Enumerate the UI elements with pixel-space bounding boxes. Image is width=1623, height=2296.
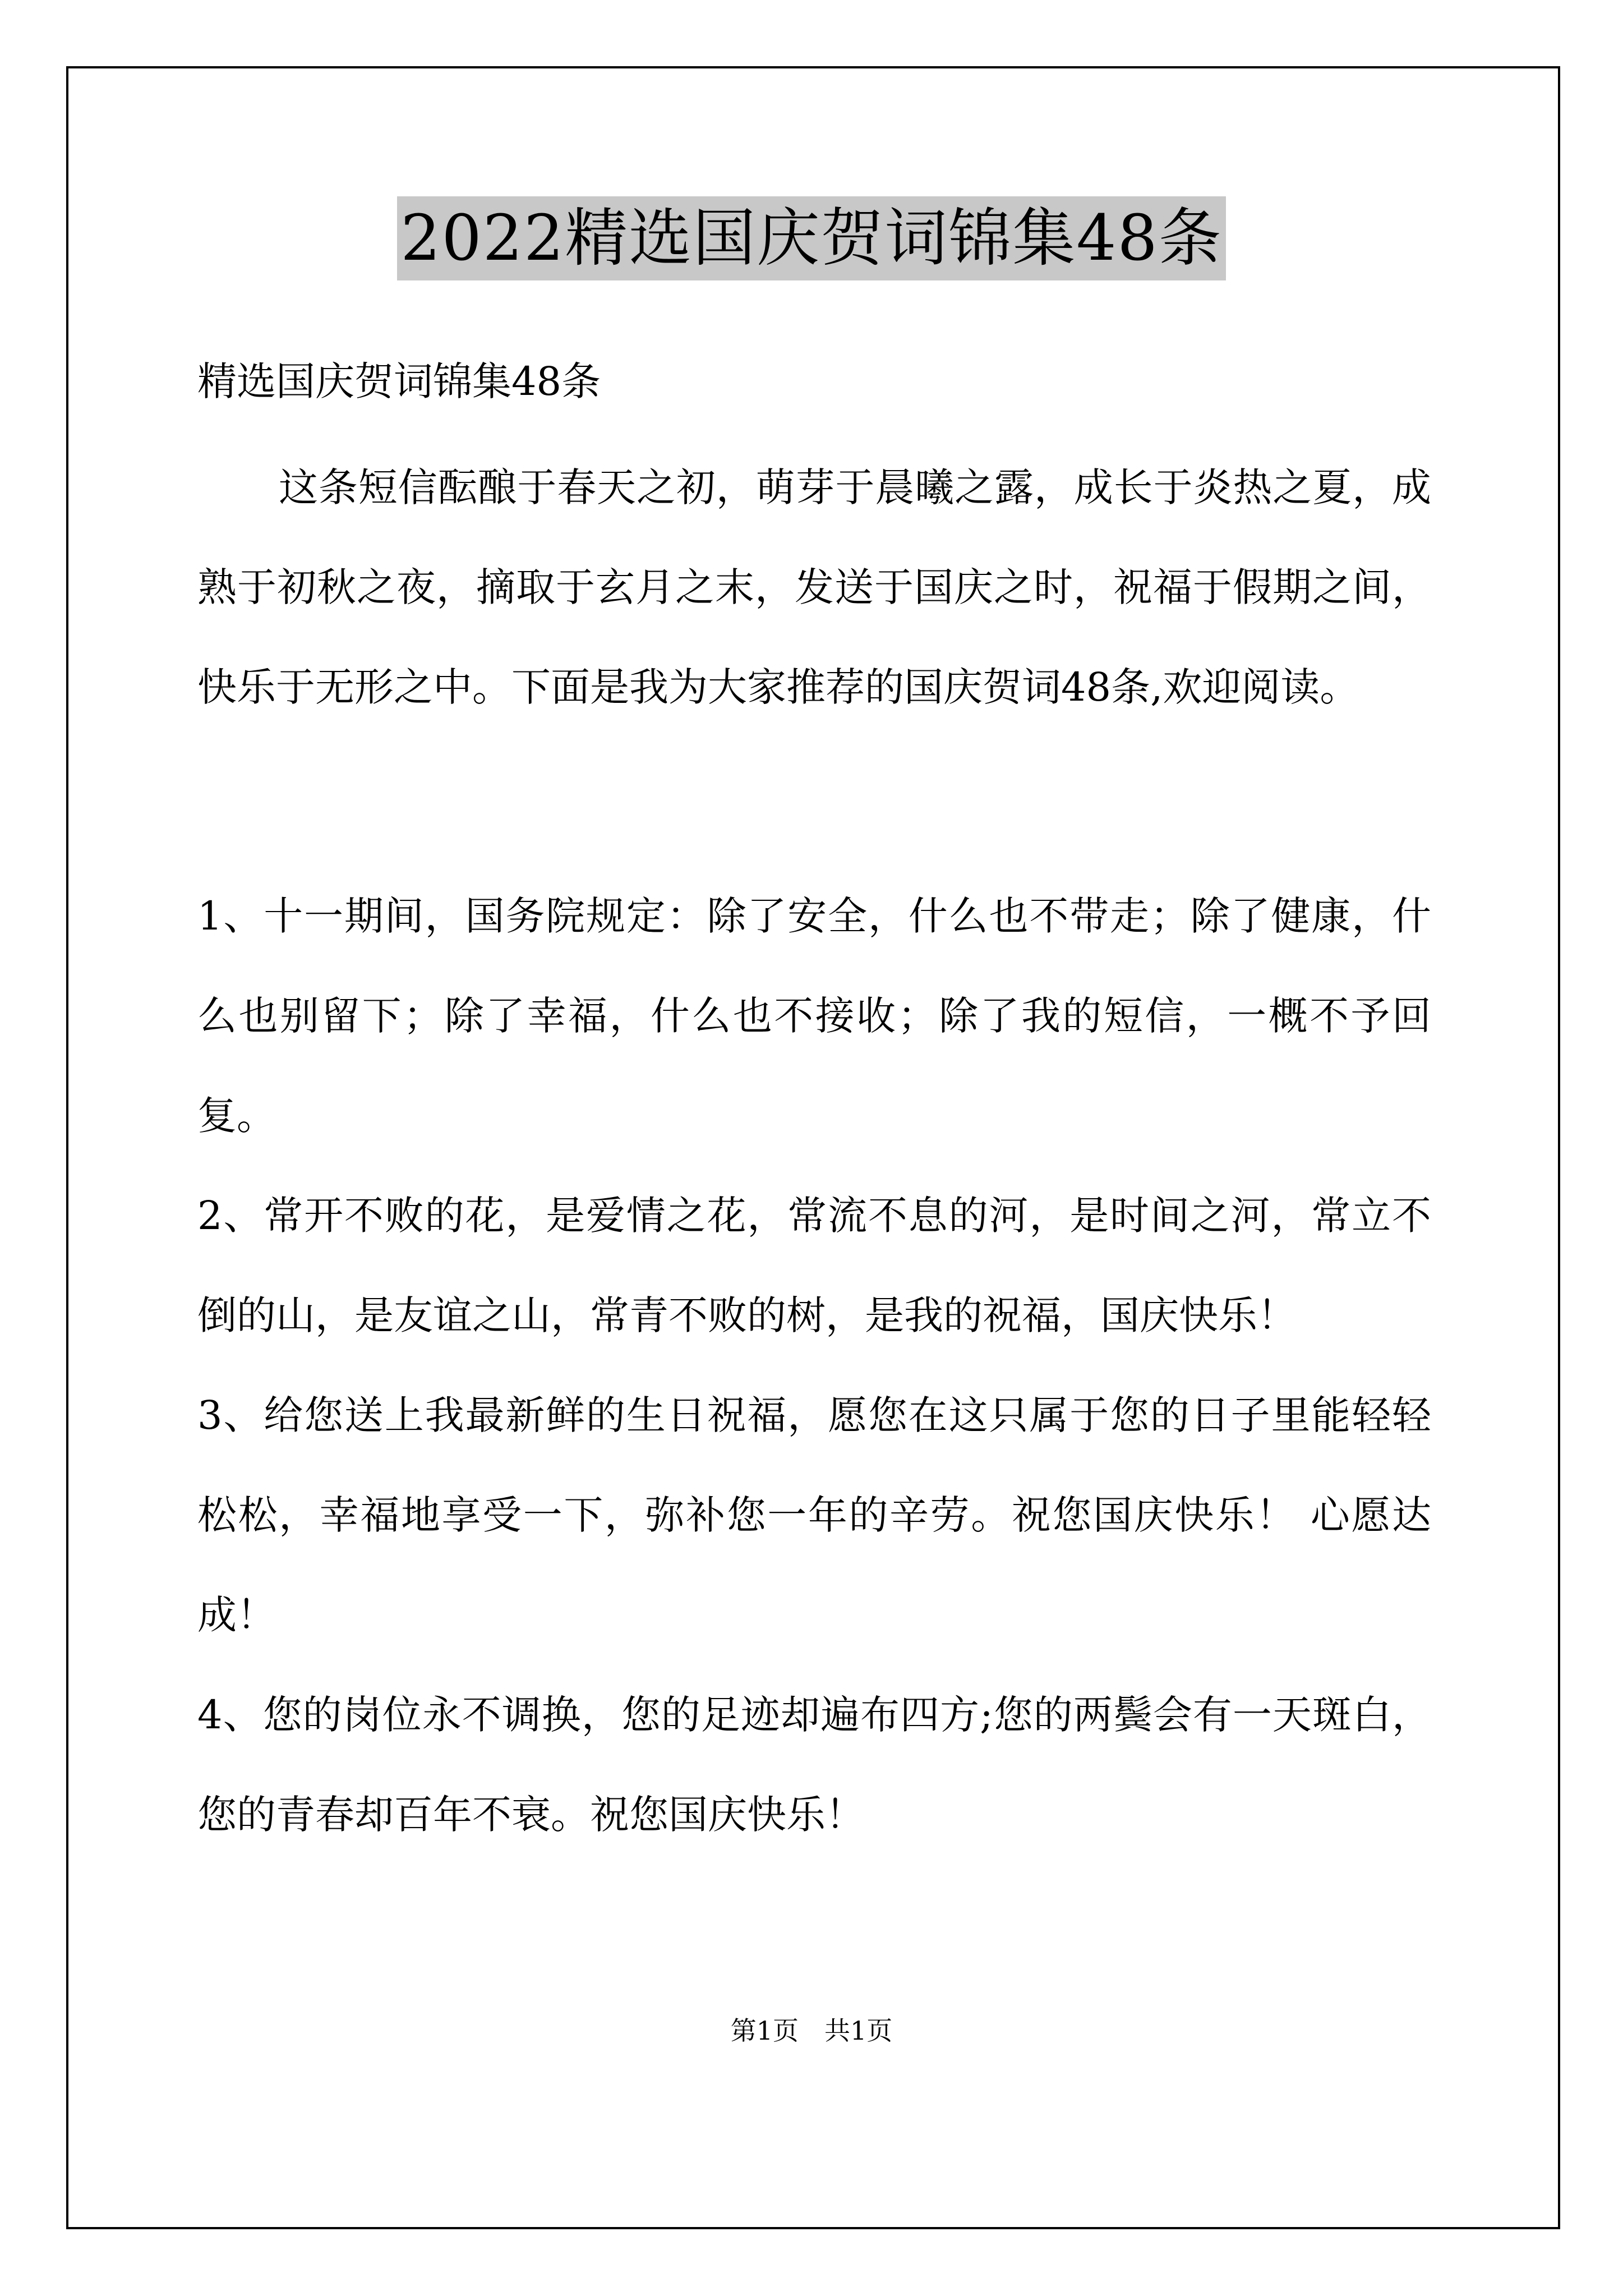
- greeting-item-3: 3、给您送上我最新鲜的生日祝福，愿您在这只属于您的日子里能轻轻松松，幸福地享受一下，弥补您一年的辛劳。祝您国庆快乐！ 心愿达成！: [197, 1392, 1431, 1638]
- document-subtitle: 精选国庆贺词锦集48条: [197, 358, 601, 404]
- intro-paragraph: 这条短信酝酿于春天之初，萌芽于晨曦之露，成长于炎热之夏，成熟于初秋之夜，摘取于玄月之末，发送于国庆之时，祝福于假期之间，快乐于无形之中。下面是我为大家推荐的国庆贺词48条,欢迎阅读。: [197, 464, 1431, 710]
- paragraph-spacer: [197, 737, 1431, 866]
- document-title: 2022精选国庆贺词锦集48条: [397, 196, 1226, 280]
- greeting-item-2: 2、常开不败的花，是爱情之花，常流不息的河，是时间之河，常立不倒的山，是友谊之山，常青不败的树，是我的祝福，国庆快乐！: [197, 1193, 1431, 1338]
- document-body: [197, 348, 1431, 1865]
- greeting-item-1: 1、十一期间，国务院规定：除了安全，什么也不带走；除了健康，什么也别留下；除了幸福，什么也不接收；除了我的短信，一概不予回复。: [197, 893, 1431, 1139]
- page-footer: 第1页 共1页: [730, 2016, 893, 2046]
- greeting-item-4: 4、您的岗位永不调换，您的足迹却遍布四方;您的两鬓会有一天斑白，您的青春却百年不衰。祝您国庆快乐！: [197, 1692, 1431, 1838]
- title-container: [0, 196, 1623, 280]
